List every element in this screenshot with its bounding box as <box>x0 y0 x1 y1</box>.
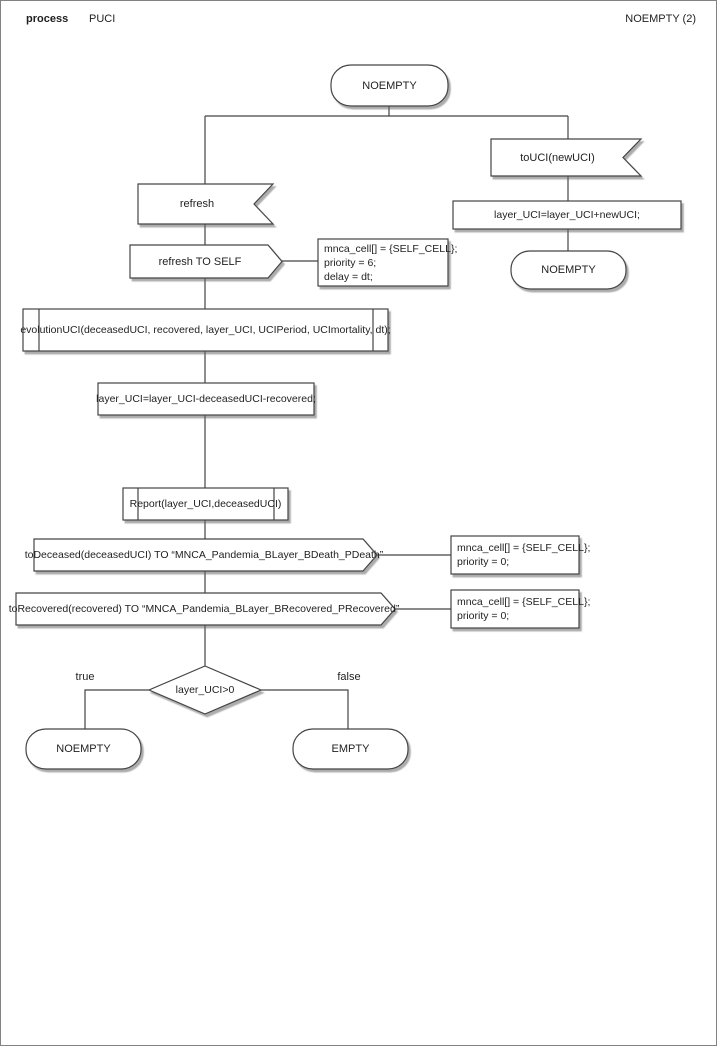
procedure-report-shape <box>123 488 288 520</box>
state-true-shape <box>26 729 141 769</box>
state-false-label: EMPTY <box>331 743 370 755</box>
signal-output-recovered-label: toRecovered(recovered) TO “MNCA_Pandemia_BLayer_BRecovered_PRecovered” <box>8 603 400 615</box>
process-name-label: PUCI <box>89 13 116 25</box>
comment-recovered-text: mnca_cell[] = {SELF_CELL}; priority = 0; <box>457 596 591 622</box>
comment-refresh-box <box>318 239 448 286</box>
signal-output-refresh-self-label: refresh TO SELF <box>158 255 242 268</box>
signal-input-touci-shape <box>491 139 641 176</box>
signal-input-refresh-shape <box>138 184 273 224</box>
procedure-evolution-label: evolutionUCI(deceasedUCI, recovered, layer_UCI, UCIPeriod, UCImortality, dt); <box>20 324 391 336</box>
sdl-flowchart <box>1 1 717 1046</box>
decision-diamond-shape <box>149 666 261 714</box>
state-right-label: NOEMPTY <box>541 264 596 276</box>
branch-true-label: true <box>75 670 95 683</box>
state-right-shape <box>511 251 626 289</box>
signal-output-refresh-self-shape <box>130 245 282 278</box>
start-state-shape <box>331 65 448 106</box>
comment-refresh-text: mnca_cell[] = {SELF_CELL}; priority = 6; delay = dt; <box>324 243 458 283</box>
decision-label: layer_UCI>0 <box>175 684 235 696</box>
process-kind-label: process <box>26 13 69 25</box>
signal-input-refresh-label: refresh <box>179 198 215 210</box>
state-true-label: NOEMPTY <box>56 743 111 755</box>
procedure-report-label: Report(layer_UCI,deceasedUCI) <box>129 498 282 510</box>
signal-output-deceased-shape <box>24 539 384 571</box>
signal-output-recovered-shape <box>8 593 400 625</box>
task-layer-add-shape <box>453 201 681 229</box>
comment-deceased-box <box>451 536 579 574</box>
signal-input-touci-label: toUCI(newUCI) <box>520 151 595 164</box>
page-title: NOEMPTY (2) <box>625 13 696 25</box>
task-layer-add-label: layer_UCI=layer_UCI+newUCI; <box>494 209 640 221</box>
signal-output-deceased-label: toDeceased(deceasedUCI) TO “MNCA_Pandemia_BLayer_BDeath_PDeath” <box>24 549 384 561</box>
comment-recovered-box <box>451 590 579 628</box>
branch-false-label: false <box>337 670 361 683</box>
state-false-shape <box>293 729 408 769</box>
task-layer-subtract-shape <box>98 383 314 415</box>
procedure-evolution-shape <box>20 309 391 351</box>
comment-deceased-text: mnca_cell[] = {SELF_CELL}; priority = 0; <box>457 542 591 568</box>
start-state-label: NOEMPTY <box>362 79 417 92</box>
task-layer-subtract-label: layer_UCI=layer_UCI-deceasedUCI-recovered; <box>96 393 316 405</box>
